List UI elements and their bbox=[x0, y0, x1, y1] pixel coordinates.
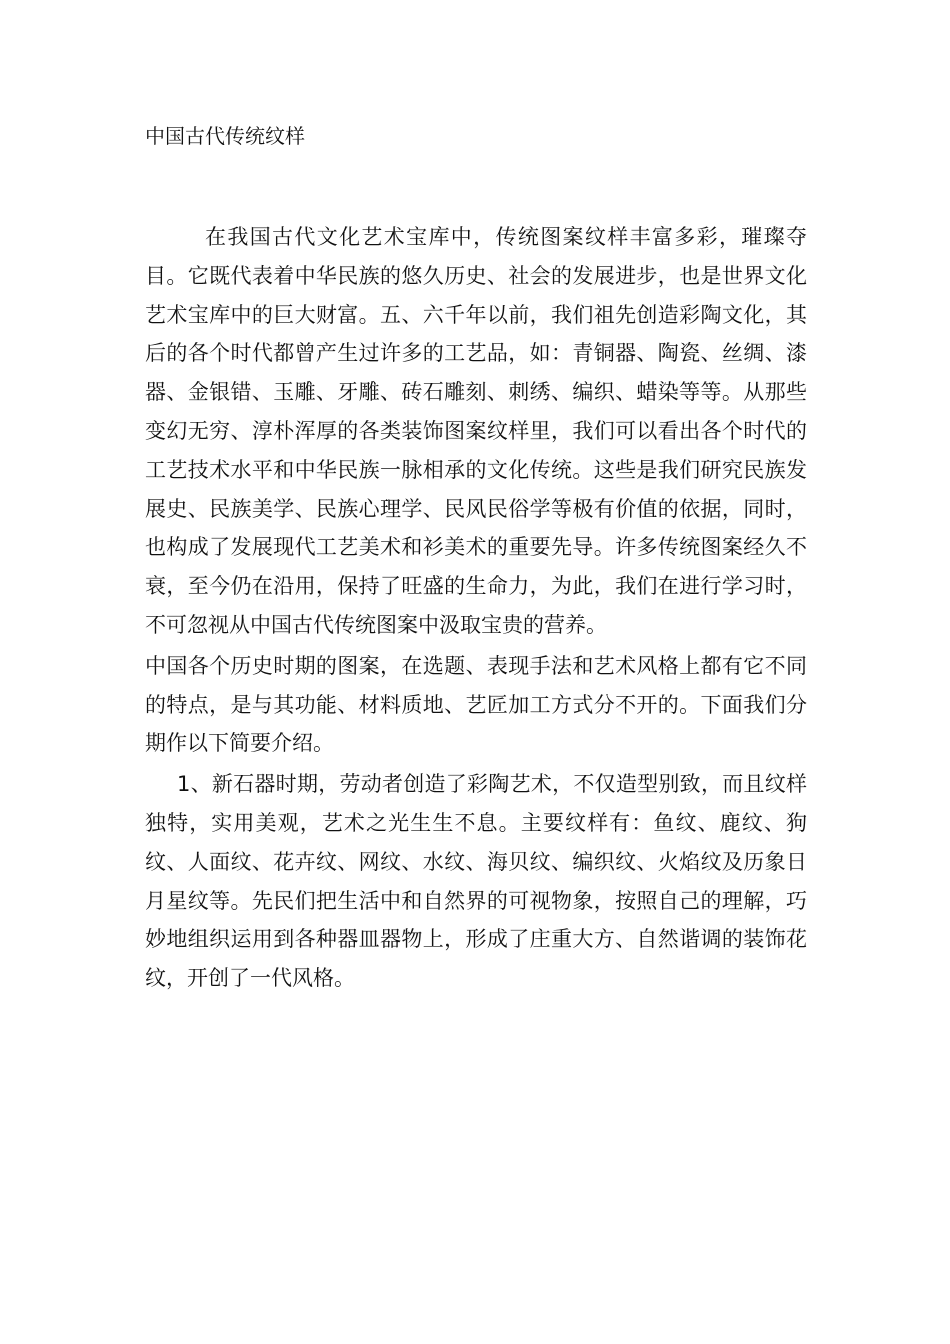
paragraph-intro: 在我国古代文化艺术宝库中，传统图案纹样丰富多彩，璀璨夺目。它既代表着中华民族的悠久历史、社会的发展进步，也是世界文化艺术宝库中的巨大财富。五、六千年以前，我们祖先创造彩陶文化，其后的各个时代都曾产生过许多的工艺品，如：青铜器、陶瓷、丝绸、漆器、金银错、玉雕、牙雕、砖石雕刻、刺绣、编织、蜡染等等。从那些变幻无穷、淳朴浑厚的各类装饰图案纹样里，我们可以看出各个时代的工艺技术水平和中华民族一脉相承的文化传统。这些是我们研究民族发展史、民族美学、民族心理学、民风民俗学等极有价值的依据，同时，也构成了发展现代工艺美术和衫美术的重要先导。许多传统图案经久不衰，至今仍在沿用，保持了旺盛的生命力，为此，我们在进行学习时，不可忽视从中国古代传统图案中汲取宝贵的营养。 bbox=[145, 225, 807, 637]
document-body bbox=[145, 218, 807, 998]
document-title: 中国古代传统纹样 bbox=[145, 124, 305, 148]
paragraph-neolithic: 1、新石器时期，劳动者创造了彩陶艺术，不仅造型别致，而且纹样独特，实用美观，艺术之光生生不息。主要纹样有：鱼纹、鹿纹、狗纹、人面纹、花卉纹、网纹、水纹、海贝纹、编织纹、火焰纹及历象日月星纹等。先民们把生活中和自然界的可视物象，按照自己的理解，巧妙地组织运用到各种器皿器物上，形成了庄重大方、自然谐调的装饰花纹，开创了一代风格。 bbox=[145, 772, 807, 991]
paragraph-periods-overview: 中国各个历史时期的图案，在选题、表现手法和艺术风格上都有它不同的特点，是与其功能、材料质地、艺匠加工方式分不开的。下面我们分期作以下简要介绍。 bbox=[145, 653, 807, 756]
